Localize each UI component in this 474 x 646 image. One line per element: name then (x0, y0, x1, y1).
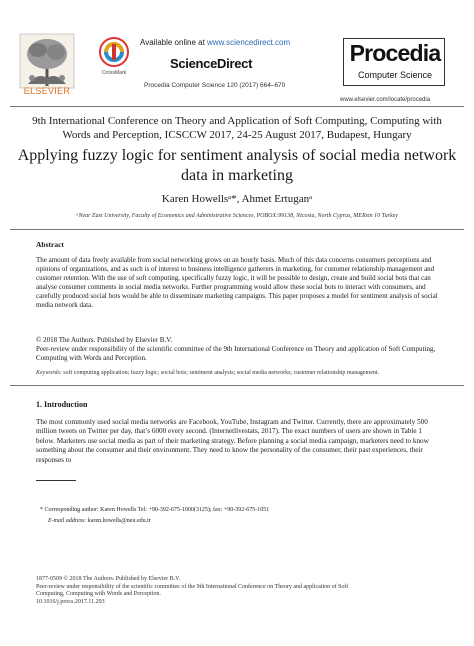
authors: Karen Howellsᵃ*, Ahmet Ertuganᵃ (161, 193, 313, 205)
elsevier-tree-logo (18, 32, 76, 94)
email-note (48, 518, 151, 524)
title-line-1: Applying fuzzy logic for sentiment analysis of social media network (17, 147, 457, 164)
peer-review-line-2: Computing, Computing with Words and Perception. (36, 591, 161, 598)
copyright-line: © 2018 The Authors. Published by Elsevier B.V. (36, 336, 173, 344)
journal-citation: Procedia Computer Science 120 (2017) 664–670 (144, 82, 286, 89)
keywords-list: soft computing application; fuzzy logic; social bots; sentiment analysis; social media networks; customer relationship management. (63, 370, 380, 376)
peer-review-line-1: Peer-review under responsibility of the scientific committee of the 9th International Conference on Theory and application of Soft (36, 583, 349, 590)
title-line-2: data in marketing (181, 167, 293, 184)
abstract-divider-top (10, 229, 464, 230)
email-address[interactable]: karen.howells@neu.edu.tr (87, 518, 151, 524)
conference-line-1: 9th International Conference on Theory and Application of Soft Computing, Computing with (32, 115, 442, 127)
peer-review-line: Peer-review under responsibility of the scientific committee of the 9th International Conference on Theory and application of Soft Computing, Computing with Words and Perception. (36, 345, 436, 362)
header-divider (10, 106, 464, 107)
availability-notice (140, 38, 290, 47)
email-label: E-mail address: (48, 518, 87, 524)
abstract-heading: Abstract (36, 240, 64, 249)
abstract-text: The amount of data freely available from social networking grows on an hourly basis. Much of this data concerns consumers perceptions and opinions of organizations, and as such is of interest to business intelligence gatherers in marketing, for customer relationship management and customer retention. With the use of soft computing, specifically fuzzy logic, it will be possible to design, create and build social bots that can analyse consumer comments in social media networks. Further programming would allow these social bots to interact with consumers, and carefully produced social bots would be able to disseminate marketing campaigns. This paper proposes a model for sentiment analysis of social media network data. (36, 256, 438, 309)
journal-subtitle: Computer Science (357, 70, 433, 80)
conference-line-2: Words and Perception, ICSCCW 2017, 24-25 August 2017, Budapest, Hungary (62, 129, 412, 141)
paper-title (14, 146, 460, 186)
keywords (36, 370, 446, 376)
sciencedirect-link[interactable]: www.sciencedirect.com (207, 38, 291, 47)
doi[interactable]: 10.1016/j.procs.2017.11.293 (36, 598, 105, 605)
corresponding-author-note: * Corresponding author: Karen Howells Tel: +90-392-675-1000(3125); fax: +90-392-675-1051 (40, 507, 270, 513)
copyright-block (36, 336, 438, 363)
conference-info (20, 114, 454, 142)
publication-info (36, 576, 446, 606)
introduction-text: The most commonly used social media networks are Facebook, YouTube, Instagram and Twitter. Currently, there are approximately 500 million tweets on Twitter per day, that’s 6000 every second. (Internetlivestats, 2017). The exact numbers of users are shown in Table 1 below. Marketers use social media as part of their marketing strategy. Before planning a social media campaign, marketers need to know something about the consumer and their environment. They need to know the personality of the consumer, their past experiences, their responses to (36, 418, 429, 464)
availability-prefix: Available online at (140, 38, 205, 47)
keywords-label: Keywords: (36, 370, 62, 376)
affiliation: ᵃNear East University, Faculty of Economics and Administrative Sciences, POBOX:99138, Nicosia, North Cyprus, MERsin 10 Turkey (76, 213, 398, 219)
publisher-name: ELSEVIER (23, 86, 71, 96)
abstract-divider-bottom (10, 385, 464, 386)
journal-url[interactable]: www.elsevier.com/locate/procedia (340, 97, 431, 103)
crossmark-icon[interactable] (98, 36, 130, 72)
issn-line: 1877-0509 © 2018 The Authors. Published by Elsevier B.V. (36, 576, 181, 582)
crossmark-label: CrossMark (101, 70, 127, 76)
footnote-divider (36, 480, 76, 481)
journal-brand: Procedia (349, 40, 441, 66)
sciencedirect-brand: ScienceDirect (170, 56, 253, 71)
introduction-heading: 1. Introduction (36, 400, 88, 409)
